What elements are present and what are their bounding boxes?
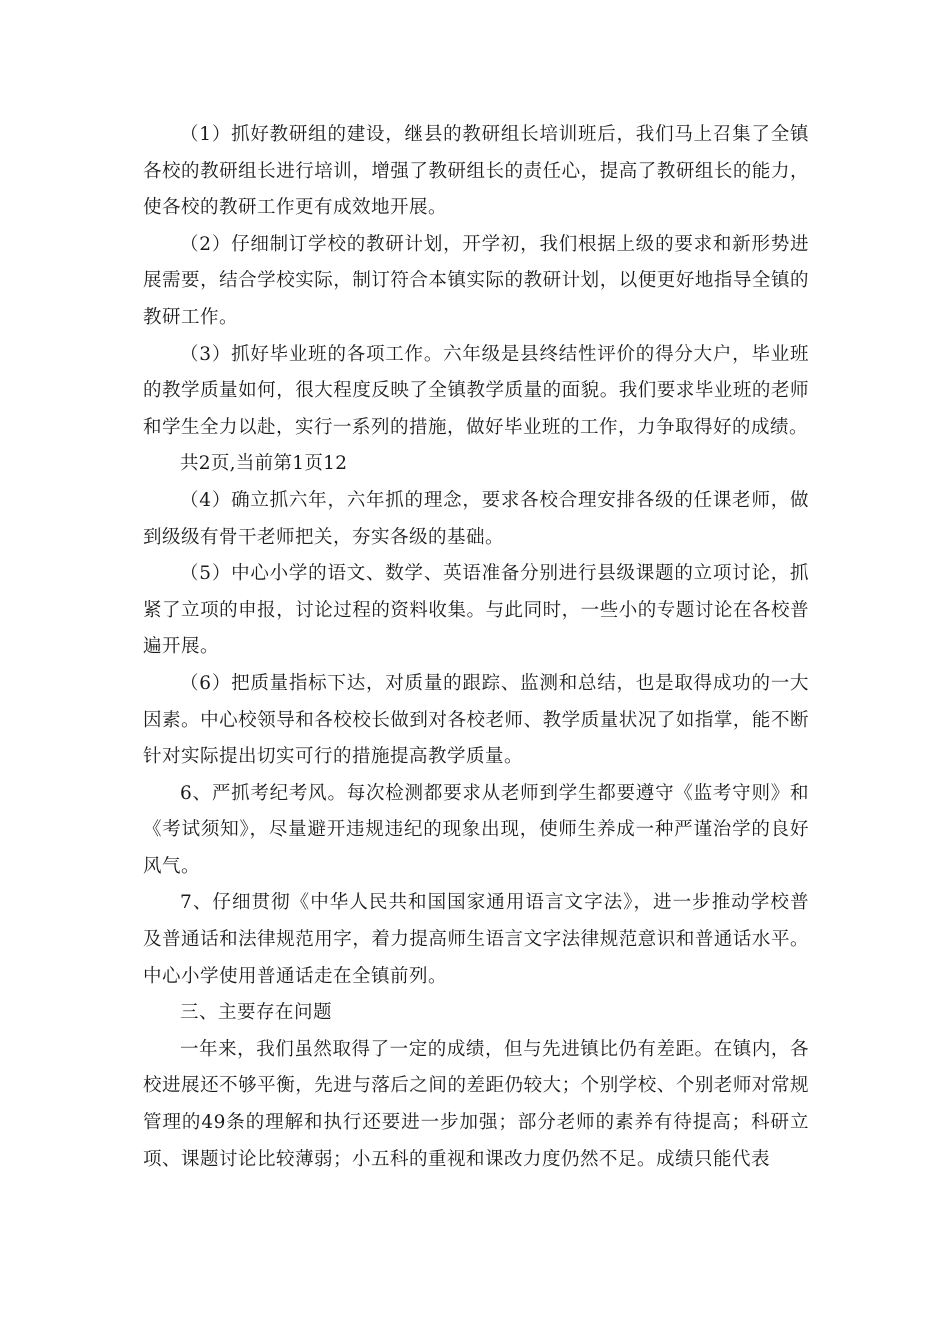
paragraph-teaching-plan: （2）仔细制订学校的教研计划，开学初，我们根据上级的要求和新形势进展需要，结合学校实际，制订符合本镇实际的教研计划，以便更好地指导全镇的教研工作。 <box>143 233 809 328</box>
section-heading-problems: 三、主要存在问题 <box>180 1002 333 1024</box>
paragraph-problems: 一年来，我们虽然取得了一定的成绩，但与先进镇比仍有差距。在镇内，各校进展还不够平衡，先进与落后之间的差距仍较大；个别学校、个别老师对常规管理的49条的理解和执行还要进一步加强；部分老师的素养有待提高；科研立项、课题讨论比较薄弱；小五科的重视和课改力度仍然不足。成绩只能代表 <box>143 1038 809 1170</box>
document-body <box>143 117 809 1178</box>
paragraph-language-law: 7、仔细贯彻《中华人民共和国国家通用语言文字法》，进一步推动学校普及普通话和法律规范用字，着力提高师生语言文字法律规范意识和普通话水平。中心小学使用普通话走在全镇前列。 <box>143 892 809 987</box>
paragraph-exam-discipline: 6、严抓考纪考风。每次检测都要求从老师到学生都要遵守《监考守则》和《考试须知》，尽量避开违规违纪的现象出现，使师生养成一种严谨治学的良好风气。 <box>143 782 809 877</box>
paragraph-sixth-grade: （4）确立抓六年，六年抓的理念，要求各校合理安排各级的任课老师，做到级级有骨干老师把关，夯实各级的基础。 <box>143 489 809 548</box>
paragraph-graduating-class: （3）抓好毕业班的各项工作。六年级是县终结性评价的得分大户，毕业班的教学质量如何，很大程度反映了全镇教学质量的面貌。我们要求毕业班的老师和学生全力以赴，实行一系列的措施，做好毕业班的工作，力争取得好的成绩。 <box>143 343 809 438</box>
paragraph-research-projects: （5）中心小学的语文、数学、英语准备分别进行县级课题的立项讨论，抓紧了立项的申报，讨论过程的资料收集。与此同时，一些小的专题讨论在各校普遍开展。 <box>143 563 809 658</box>
paragraph-teaching-group: （1）抓好教研组的建设，继县的教研组长培训班后，我们马上召集了全镇各校的教研组长进行培训，增强了教研组长的责任心，提高了教研组长的能力，使各校的教研工作更有成效地开展。 <box>143 124 809 219</box>
page-indicator: 共2页,当前第1页12 <box>180 453 348 475</box>
paragraph-quality-targets: （6）把质量指标下达，对质量的跟踪、监测和总结，也是取得成功的一大因素。中心校领导和各校校长做到对各校老师、教学质量状况了如指掌，能不断针对实际提出切实可行的措施提高教学质量。 <box>143 672 809 768</box>
